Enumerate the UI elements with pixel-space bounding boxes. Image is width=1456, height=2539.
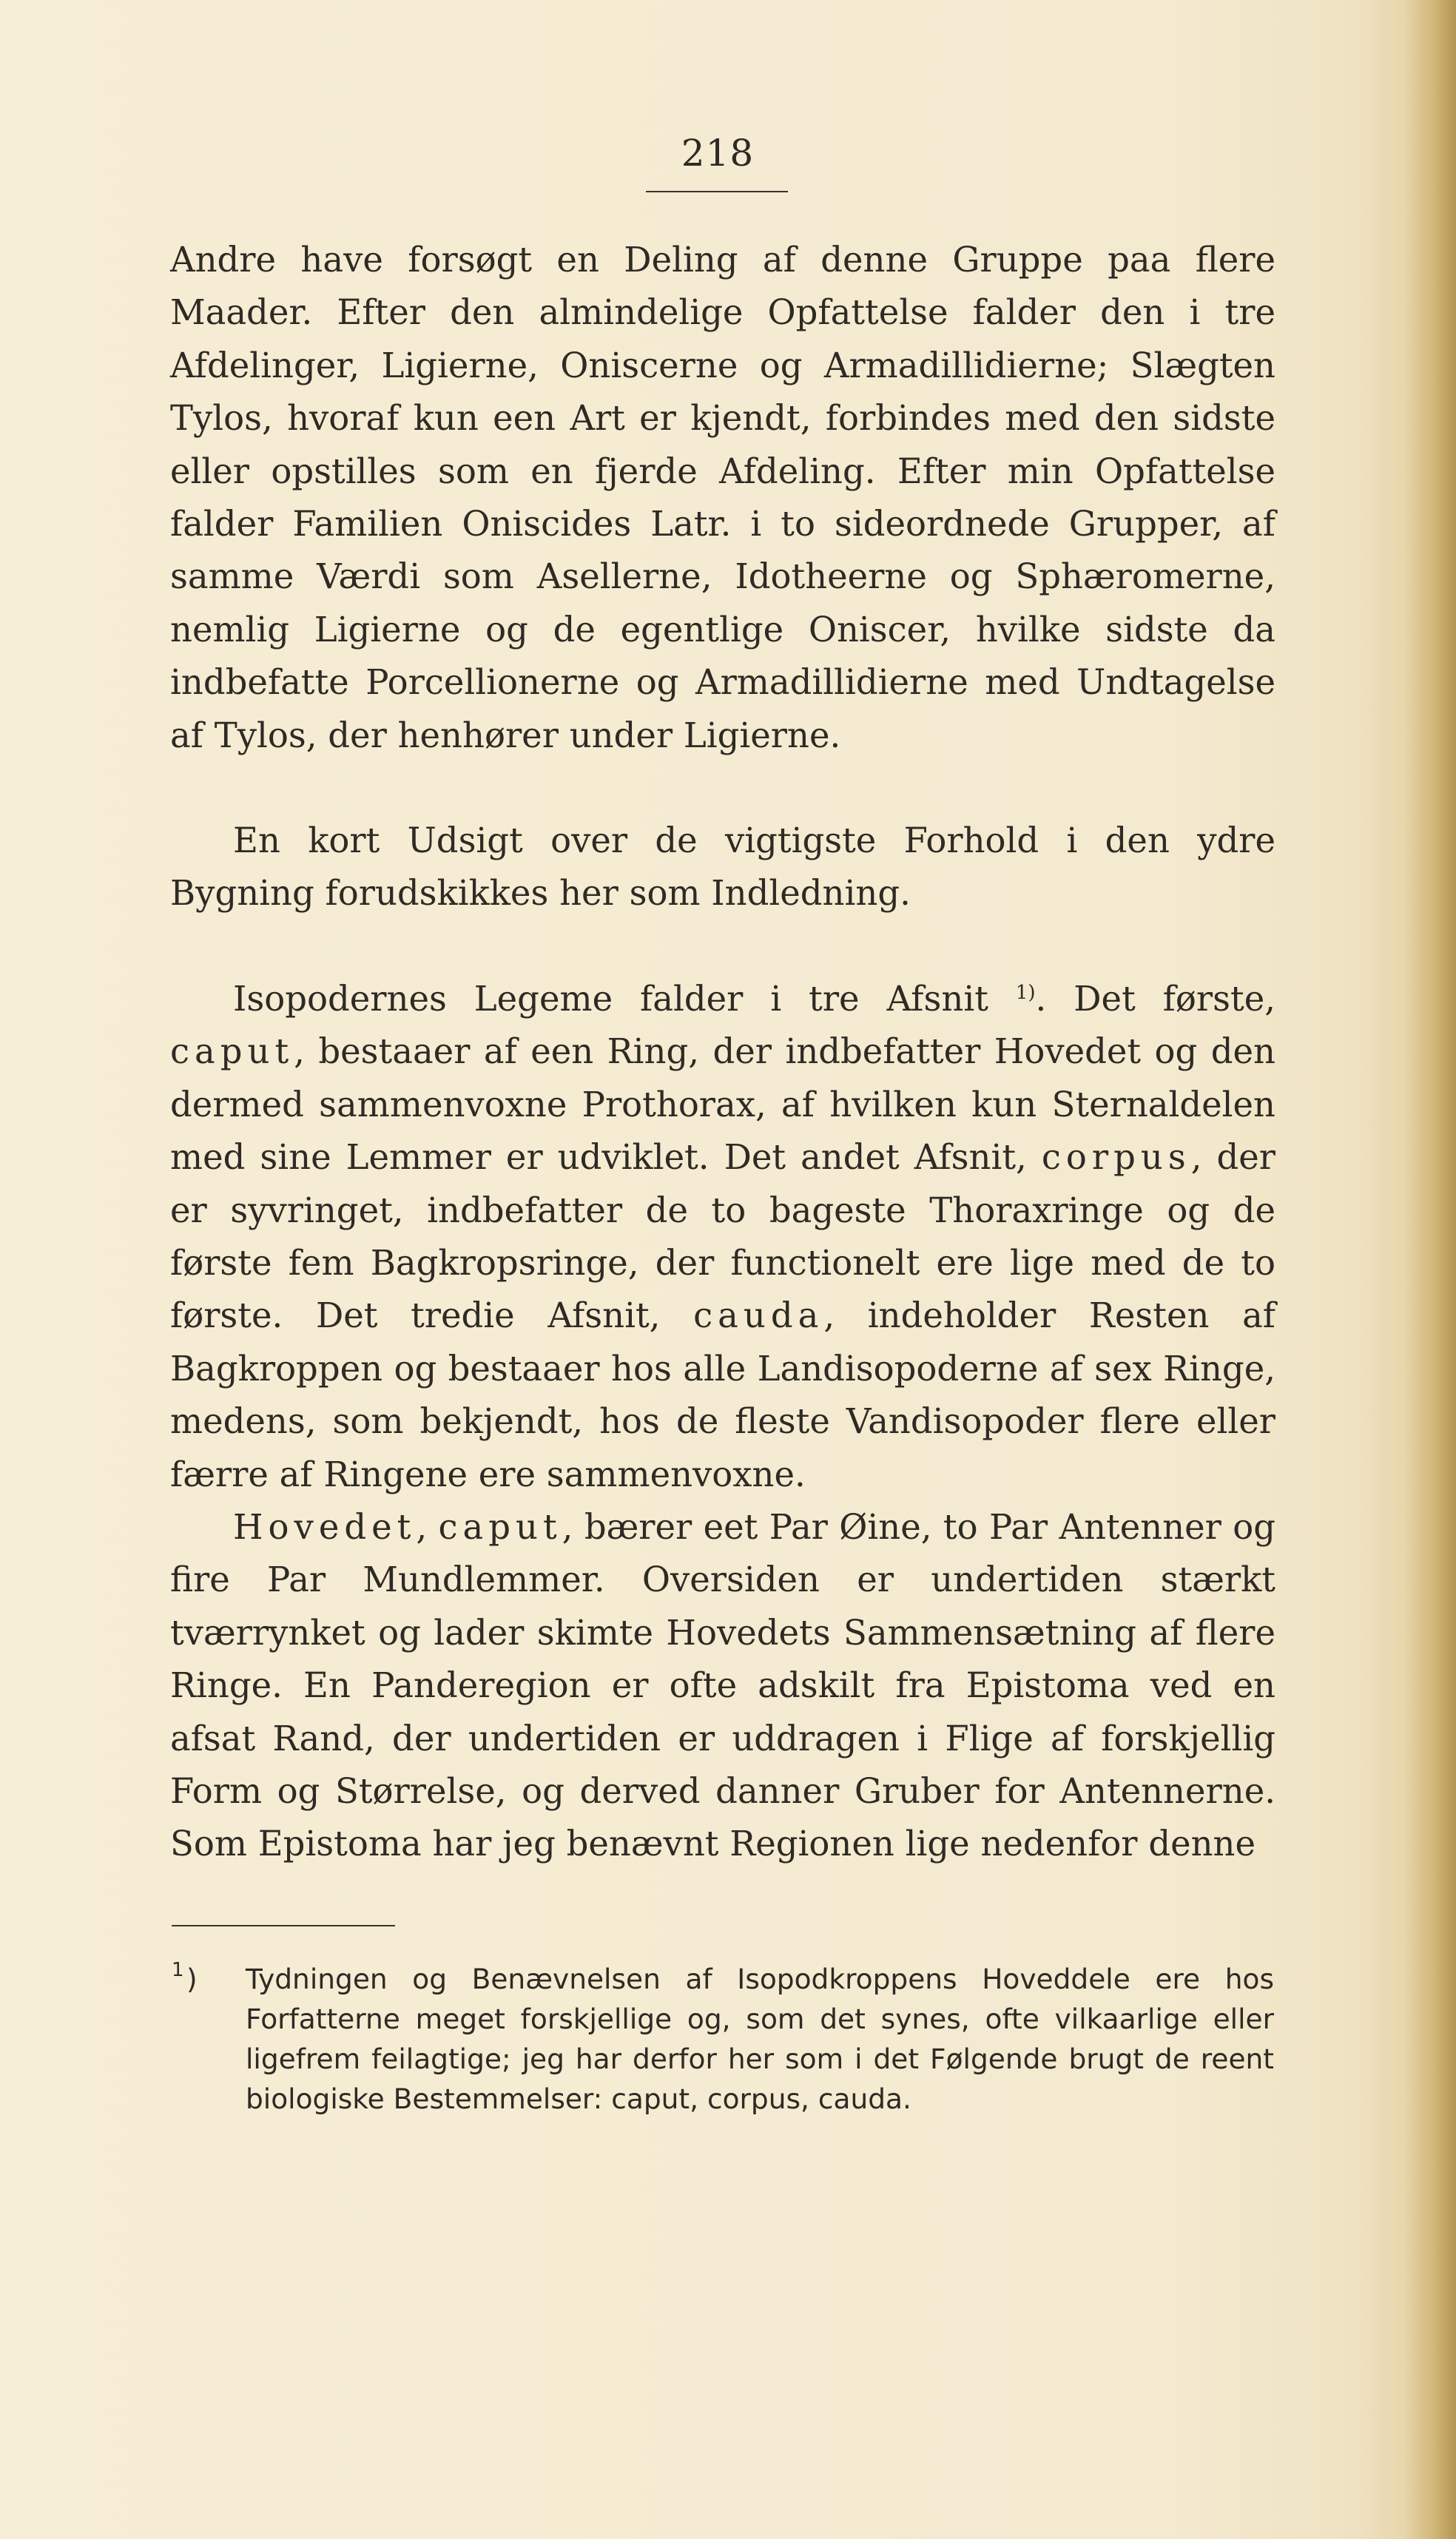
footnote-reference: 1): [1015, 981, 1036, 1004]
footnote-marker-paren: ): [186, 1963, 198, 1995]
page-edge-shadow: [1404, 0, 1456, 2539]
paragraph-3-text: , indeholder Resten af Bagkroppen og bestaaer hos alle Landisopoderne af sex Ringe, medens, som bekjendt, hos de fleste Vandisopoder flere eller færre af Ringene ere sammenvoxne.: [170, 1295, 1275, 1494]
page-number-rule: [646, 191, 788, 192]
paragraph-3-text: , bestaaer af een Ring, der indbefatter Hovedet og den dermed sammenvoxne Prothorax, af hvilken kun Sternaldelen med sine Lemmer er udviklet. Det andet Afsnit,: [170, 1031, 1275, 1178]
paragraph-3-text: Isopodernes Legeme falder i tre Afsnit: [233, 978, 1016, 1019]
paragraph-4: [170, 1501, 1275, 1871]
footnote-text: Tydningen og Benævnelsen af Isopodkroppens Hoveddele ere hos Forfatterne meget forskjellige og, som det synes, ofte vilkaarlige eller ligefrem feilagtige; jeg har derfor her som i det Følgende brugt de reent biologiske Bestemmelser: caput, corpus, cauda.: [246, 1963, 1274, 2115]
term-caput: caput: [438, 1506, 562, 1547]
term-cauda: cauda: [693, 1295, 824, 1336]
paragraph-2: En kort Udsigt over de vigtigste Forhold i den ydre Bygning forudskikkes her som Indledning.: [170, 820, 1275, 914]
term-corpus: corpus: [1041, 1137, 1191, 1178]
paragraph-1: Andre have forsøgt en Deling af denne Gruppe paa flere Maader. Efter den almindelige Opfattelse falder den i tre Afdelinger, Ligierne, Oniscerne og Armadillidierne; Slægten Tylos, hvoraf kun een Art er kjendt, forbindes med den sidste eller opstilles som en fjerde Afdeling. Efter min Opfattelse falder Familien Oniscides Latr. i to sideordnede Grupper, af samme Værdi som Asellerne, Idotheerne og Sphæromerne, nemlig Ligierne og de egentlige Oniscer, hvilke sidste da indbefatte Porcellionerne og Armadillidierne med Undtagelse af Tylos, der henhører under Ligierne.: [170, 240, 1275, 755]
paragraph-3-text: . Det første,: [1035, 978, 1275, 1019]
page-number: 218: [681, 132, 755, 175]
paragraph-4-text: ,: [416, 1506, 439, 1547]
term-hovedet: Hovedet: [233, 1506, 417, 1547]
term-caput: caput: [170, 1031, 294, 1072]
footnote-marker: 1: [172, 1959, 184, 1981]
body-text: [170, 234, 1275, 1871]
footnote: [172, 1959, 1274, 2119]
paragraph-4-text: , bærer eet Par Øine, to Par Antenner og fire Par Mundlemmer. Oversiden er undertiden stærkt tværrynket og lader skimte Hovedets Sammensætning af flere Ringe. En Panderegion er ofte adskilt fra Epistoma ved en afsat Rand, der undertiden er uddragen i Flige af forskjellig Form og Størrelse, og derved danner Gruber for Antennerne. Som Epistoma har jeg benævnt Regionen lige nedenfor denne: [170, 1506, 1276, 1864]
paragraph-3: [170, 973, 1275, 1501]
paragraph-3-text: , der er syvringet, indbefatter de to bageste Thoraxringe og de første fem Bagkropsringe, der functionelt ere lige med de to første. Det tredie Afsnit,: [170, 1137, 1275, 1336]
footnote-rule: [172, 1925, 395, 1926]
